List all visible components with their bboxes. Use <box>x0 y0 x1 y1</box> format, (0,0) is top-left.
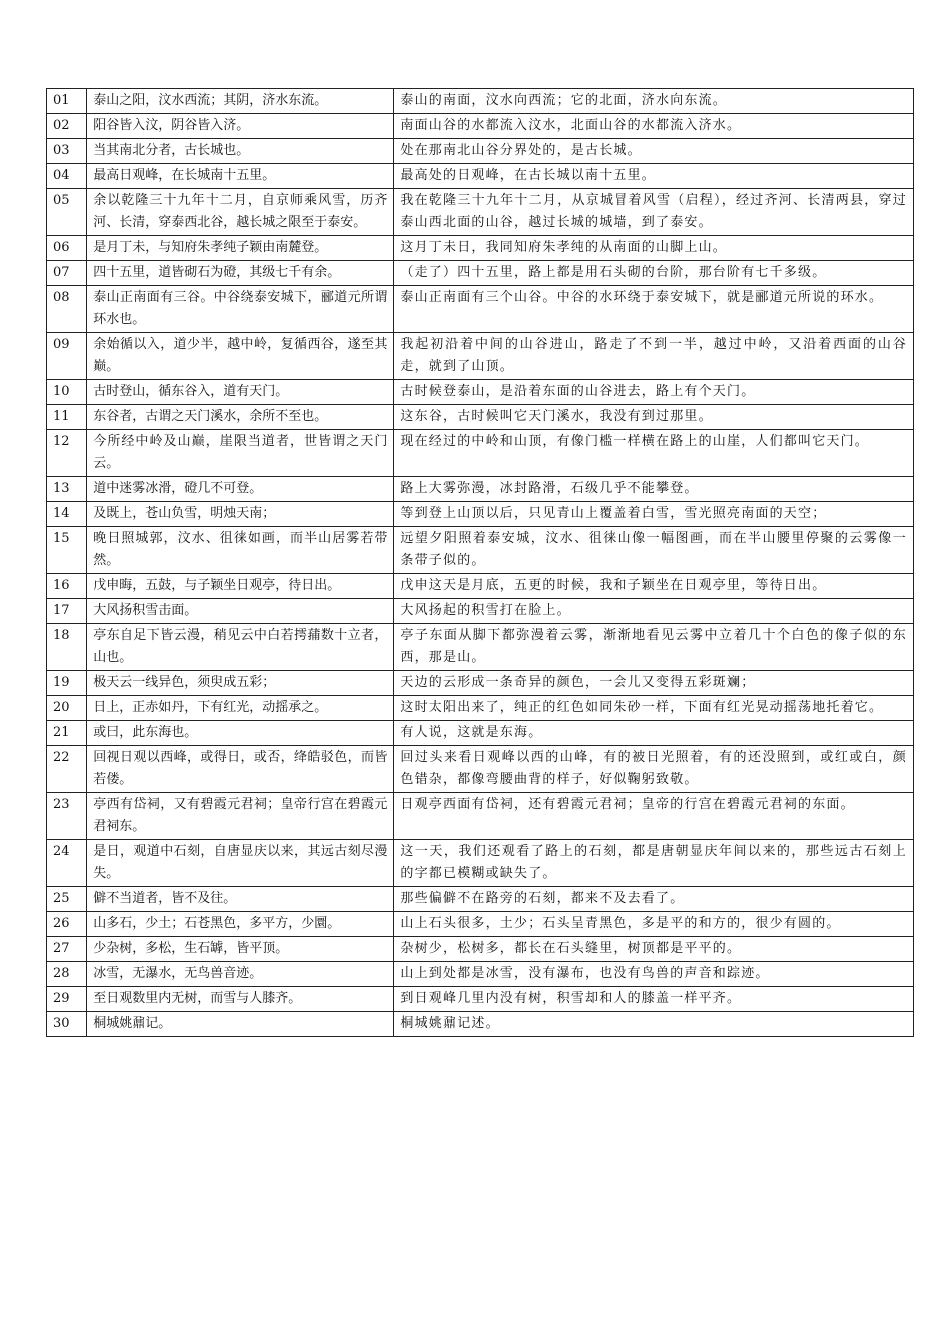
table-row <box>47 261 914 286</box>
original-text: 亭东自足下皆云漫，稍见云中白若摴蒱数十立者，山也。 <box>87 624 394 671</box>
row-number: 27 <box>47 937 87 962</box>
modern-translation: 现在经过的中岭和山顶，有像门槛一样横在路上的山崖，人们都叫它天门。 <box>394 430 914 477</box>
row-number: 12 <box>47 430 87 477</box>
modern-translation: 有人说，这就是东海。 <box>394 721 914 746</box>
original-text: 泰山之阳，汶水西流；其阴，济水东流。 <box>87 89 394 114</box>
modern-translation: 泰山的南面，汶水向西流；它的北面，济水向东流。 <box>394 89 914 114</box>
original-text: 晚日照城郭，汶水、徂徕如画，而半山居雾若带然。 <box>87 527 394 574</box>
row-number: 02 <box>47 114 87 139</box>
modern-translation: 远望夕阳照着泰安城，汶水、徂徕山像一幅图画，而在半山腰里停聚的云雾像一条带子似的。 <box>394 527 914 574</box>
modern-translation: 等到登上山顶以后，只见青山上覆盖着白雪，雪光照亮南面的天空； <box>394 502 914 527</box>
original-text: 或曰，此东海也。 <box>87 721 394 746</box>
table-row <box>47 721 914 746</box>
table-row <box>47 164 914 189</box>
modern-translation: 这时太阳出来了，纯正的红色如同朱砂一样，下面有红光晃动摇荡地托着它。 <box>394 696 914 721</box>
row-number: 30 <box>47 1012 87 1037</box>
original-text: 当其南北分者，古长城也。 <box>87 139 394 164</box>
row-number: 14 <box>47 502 87 527</box>
original-text: 僻不当道者，皆不及往。 <box>87 887 394 912</box>
row-number: 17 <box>47 599 87 624</box>
row-number: 18 <box>47 624 87 671</box>
modern-translation: 天边的云形成一条奇异的颜色，一会儿又变得五彩斑斓； <box>394 671 914 696</box>
row-number: 09 <box>47 333 87 380</box>
modern-translation: 那些偏僻不在路旁的石刻，都来不及去看了。 <box>394 887 914 912</box>
row-number: 05 <box>47 189 87 236</box>
original-text: 日上，正赤如丹，下有红光，动摇承之。 <box>87 696 394 721</box>
table-row <box>47 502 914 527</box>
modern-translation: 这一天，我们还观看了路上的石刻，都是唐朝显庆年间以来的，那些远古石刻上的字都已模糊或缺失了。 <box>394 840 914 887</box>
modern-translation: 最高处的日观峰，在古长城以南十五里。 <box>394 164 914 189</box>
row-number: 07 <box>47 261 87 286</box>
original-text: 至日观数里内无树，而雪与人膝齐。 <box>87 987 394 1012</box>
original-text: 是月丁未，与知府朱孝纯子颖由南麓登。 <box>87 236 394 261</box>
modern-translation: 这东谷，古时候叫它天门溪水，我没有到过那里。 <box>394 405 914 430</box>
row-number: 04 <box>47 164 87 189</box>
modern-translation: 山上石头很多，土少；石头呈青黑色，多是平的和方的，很少有圆的。 <box>394 912 914 937</box>
original-text: 大风扬积雪击面。 <box>87 599 394 624</box>
original-text: 及既上，苍山负雪，明烛天南； <box>87 502 394 527</box>
original-text: 是日，观道中石刻，自唐显庆以来，其远古刻尽漫失。 <box>87 840 394 887</box>
table-row <box>47 962 914 987</box>
modern-translation: （走了）四十五里，路上都是用石头砌的台阶，那台阶有七千多级。 <box>394 261 914 286</box>
table-row <box>47 671 914 696</box>
table-row <box>47 574 914 599</box>
row-number: 21 <box>47 721 87 746</box>
table-row <box>47 139 914 164</box>
table-row <box>47 887 914 912</box>
modern-translation: 泰山正南面有三个山谷。中谷的水环绕于泰安城下，就是郦道元所说的环水。 <box>394 286 914 333</box>
table-row <box>47 1012 914 1037</box>
row-number: 06 <box>47 236 87 261</box>
original-text: 四十五里，道皆砌石为磴，其级七千有余。 <box>87 261 394 286</box>
original-text: 东谷者，古谓之天门溪水，余所不至也。 <box>87 405 394 430</box>
table-row <box>47 380 914 405</box>
table-row <box>47 599 914 624</box>
row-number: 19 <box>47 671 87 696</box>
row-number: 10 <box>47 380 87 405</box>
row-number: 01 <box>47 89 87 114</box>
modern-translation: 桐城姚鼐记述。 <box>394 1012 914 1037</box>
original-text: 泰山正南面有三谷。中谷绕泰安城下，郦道元所谓环水也。 <box>87 286 394 333</box>
translation-table-body <box>47 89 914 1037</box>
modern-translation: 我在乾隆三十九年十二月，从京城冒着风雪（启程），经过齐河、长清两县，穿过泰山西北面的山谷，越过长城的城墙，到了泰安。 <box>394 189 914 236</box>
modern-translation: 杂树少，松树多，都长在石头缝里，树顶都是平平的。 <box>394 937 914 962</box>
table-row <box>47 405 914 430</box>
table-row <box>47 333 914 380</box>
row-number: 08 <box>47 286 87 333</box>
row-number: 26 <box>47 912 87 937</box>
row-number: 25 <box>47 887 87 912</box>
table-row <box>47 527 914 574</box>
modern-translation: 这月丁未日，我同知府朱孝纯的从南面的山脚上山。 <box>394 236 914 261</box>
table-row <box>47 696 914 721</box>
table-row <box>47 793 914 840</box>
table-row <box>47 477 914 502</box>
translation-table <box>46 88 914 1037</box>
table-row <box>47 189 914 236</box>
original-text: 极天云一线异色，须臾成五彩； <box>87 671 394 696</box>
original-text: 古时登山，循东谷入，道有天门。 <box>87 380 394 405</box>
modern-translation: 南面山谷的水都流入汶水，北面山谷的水都流入济水。 <box>394 114 914 139</box>
row-number: 20 <box>47 696 87 721</box>
modern-translation: 山上到处都是冰雪，没有瀑布，也没有鸟兽的声音和踪迹。 <box>394 962 914 987</box>
table-row <box>47 430 914 477</box>
table-row <box>47 987 914 1012</box>
row-number: 28 <box>47 962 87 987</box>
original-text: 阳谷皆入汶，阴谷皆入济。 <box>87 114 394 139</box>
modern-translation: 我起初沿着中间的山谷进山，路走了不到一半，越过中岭，又沿着西面的山谷走，就到了山顶。 <box>394 333 914 380</box>
modern-translation: 处在那南北山谷分界处的，是古长城。 <box>394 139 914 164</box>
modern-translation: 回过头来看日观峰以西的山峰，有的被日光照着，有的还没照到，或红或白，颜色错杂，都像弯腰曲背的样子，好似鞠躬致敬。 <box>394 746 914 793</box>
modern-translation: 古时候登泰山，是沿着东面的山谷进去，路上有个天门。 <box>394 380 914 405</box>
table-row <box>47 624 914 671</box>
original-text: 亭西有岱祠，又有碧霞元君祠；皇帝行宫在碧霞元君祠东。 <box>87 793 394 840</box>
row-number: 29 <box>47 987 87 1012</box>
original-text: 最高日观峰，在长城南十五里。 <box>87 164 394 189</box>
table-row <box>47 236 914 261</box>
modern-translation: 到日观峰几里内没有树，积雪却和人的膝盖一样平齐。 <box>394 987 914 1012</box>
original-text: 戊申晦，五鼓，与子颖坐日观亭，待日出。 <box>87 574 394 599</box>
table-row <box>47 89 914 114</box>
modern-translation: 亭子东面从脚下都弥漫着云雾，渐渐地看见云雾中立着几十个白色的像子似的东西，那是山。 <box>394 624 914 671</box>
original-text: 少杂树，多松，生石罅，皆平顶。 <box>87 937 394 962</box>
original-text: 今所经中岭及山巅，崖限当道者，世皆谓之天门云。 <box>87 430 394 477</box>
row-number: 11 <box>47 405 87 430</box>
original-text: 余始循以入，道少半，越中岭，复循西谷，遂至其巅。 <box>87 333 394 380</box>
row-number: 16 <box>47 574 87 599</box>
table-row <box>47 114 914 139</box>
table-row <box>47 937 914 962</box>
row-number: 22 <box>47 746 87 793</box>
modern-translation: 大风扬起的积雪打在脸上。 <box>394 599 914 624</box>
modern-translation: 戊申这天是月底，五更的时候，我和子颖坐在日观亭里，等待日出。 <box>394 574 914 599</box>
row-number: 24 <box>47 840 87 887</box>
original-text: 冰雪，无瀑水，无鸟兽音迹。 <box>87 962 394 987</box>
original-text: 回视日观以西峰，或得日，或否，绛皓驳色，而皆若偻。 <box>87 746 394 793</box>
original-text: 桐城姚鼐记。 <box>87 1012 394 1037</box>
original-text: 道中迷雾冰滑，磴几不可登。 <box>87 477 394 502</box>
row-number: 13 <box>47 477 87 502</box>
modern-translation: 日观亭西面有岱祠，还有碧霞元君祠；皇帝的行宫在碧霞元君祠的东面。 <box>394 793 914 840</box>
row-number: 23 <box>47 793 87 840</box>
row-number: 15 <box>47 527 87 574</box>
table-row <box>47 912 914 937</box>
document-page <box>46 88 914 1037</box>
table-row <box>47 286 914 333</box>
row-number: 03 <box>47 139 87 164</box>
table-row <box>47 746 914 793</box>
modern-translation: 路上大雾弥漫，冰封路滑，石级几乎不能攀登。 <box>394 477 914 502</box>
original-text: 余以乾隆三十九年十二月，自京师乘风雪，历齐河、长清，穿泰西北谷，越长城之限至于泰安。 <box>87 189 394 236</box>
original-text: 山多石，少土；石苍黑色，多平方，少圜。 <box>87 912 394 937</box>
table-row <box>47 840 914 887</box>
